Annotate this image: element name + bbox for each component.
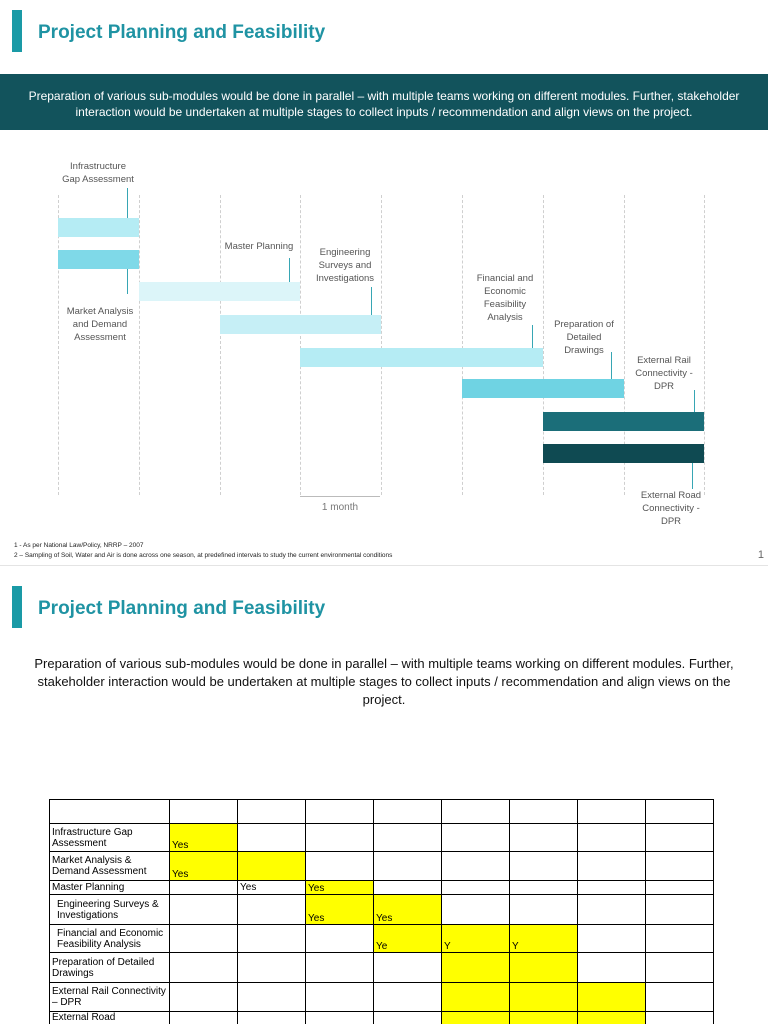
table-cell [306, 925, 374, 953]
table-cell [646, 983, 714, 1012]
table-cell [170, 953, 238, 983]
table-cell: Ye [374, 925, 442, 953]
table-cell [442, 1012, 510, 1024]
table-cell [442, 983, 510, 1012]
table-cell [238, 1012, 306, 1024]
grid-line [139, 195, 140, 495]
table-cell [238, 800, 306, 824]
table-cell [510, 983, 578, 1012]
table-cell: Yes [238, 881, 306, 895]
title-accent-bar [12, 586, 22, 628]
table-cell [646, 925, 714, 953]
table-cell [442, 881, 510, 895]
label-master-planning: Master Planning [224, 241, 294, 252]
table-row [50, 881, 714, 895]
table-row [50, 953, 714, 983]
row-label: Market Analysis & Demand Assessment [50, 852, 170, 881]
label-leader [371, 287, 372, 315]
summary-banner: Preparation of various sub-modules would be done in parallel – with multiple teams working on different modules. Further, stakeholder interaction would be undertaken at multiple stages to collect inputs / recommendation and align views on the project. [0, 74, 768, 130]
bar-master-planning [139, 282, 300, 301]
label-engineering-surveys: Engineering Surveys and Investigations [315, 247, 375, 284]
bar-engineering-surveys [220, 315, 381, 334]
label-road-connectivity: External Road Connectivity - DPR [640, 490, 702, 527]
grid-line [381, 195, 382, 495]
label-leader [694, 390, 695, 412]
table-header-row [50, 800, 714, 824]
row-label: Engineering Surveys & Investigations [50, 895, 170, 925]
bar-detailed-drawings [462, 379, 624, 398]
table-cell [306, 983, 374, 1012]
table-row [50, 925, 714, 953]
slide-2 [0, 575, 768, 1024]
footnote-2: 2 – Sampling of Soil, Water and Air is done across one season, at predefined intervals to study the current environmental conditions [14, 552, 393, 559]
label-detailed-drawings: Preparation of Detailed Drawings [554, 319, 614, 356]
label-rail-connectivity: External Rail Connectivity - DPR [635, 355, 693, 392]
table-cell [578, 881, 646, 895]
footnote-1: 1 - As per National Law/Policy, NRRP – 2007 [14, 542, 144, 549]
grid-line [300, 195, 301, 495]
table-cell [306, 1012, 374, 1024]
table-cell [578, 983, 646, 1012]
table-cell [306, 852, 374, 881]
table-cell [374, 1012, 442, 1024]
table-cell [442, 800, 510, 824]
table-cell [510, 1012, 578, 1024]
table-cell [306, 800, 374, 824]
table-cell [510, 895, 578, 925]
table-cell: Yes [306, 895, 374, 925]
table-row [50, 824, 714, 852]
table-cell [578, 852, 646, 881]
table-cell [238, 852, 306, 881]
bar-rail-connectivity [543, 412, 704, 431]
table-cell [238, 983, 306, 1012]
row-label: Master Planning [50, 881, 170, 895]
slide-title: Project Planning and Feasibility [38, 22, 326, 43]
table-cell [238, 925, 306, 953]
table-cell [646, 953, 714, 983]
table-cell [646, 895, 714, 925]
table-cell: Yes [374, 895, 442, 925]
scale-label: 1 month [321, 502, 359, 513]
table-cell [578, 953, 646, 983]
table-cell [306, 953, 374, 983]
table-cell [238, 895, 306, 925]
label-market-analysis: Market Analysis and Demand Assessment [66, 306, 134, 343]
gantt-chart [0, 140, 768, 530]
table-cell [238, 824, 306, 852]
table-cell [374, 953, 442, 983]
table-cell [646, 824, 714, 852]
label-leader [127, 188, 128, 218]
bar-infrastructure-gap [58, 218, 139, 237]
table-cell [238, 953, 306, 983]
table-cell [170, 895, 238, 925]
table-cell: Yes [170, 852, 238, 881]
label-leader [532, 325, 533, 348]
table-cell [442, 895, 510, 925]
row-label: Preparation of Detailed Drawings [50, 953, 170, 983]
table-cell [374, 983, 442, 1012]
table-cell [578, 925, 646, 953]
table-cell [510, 881, 578, 895]
label-leader [692, 463, 693, 489]
table-cell [170, 925, 238, 953]
table-cell [170, 1012, 238, 1024]
table-cell [170, 881, 238, 895]
intro-paragraph: Preparation of various sub-modules would be done in parallel – with multiple teams working on different modules. Further, stakeholder interaction would be undertaken at multiple stages to collect inputs / recommendation and align views on the project. [34, 656, 734, 707]
table-row [50, 895, 714, 925]
page-number: 1 [757, 549, 764, 561]
title-accent-bar [12, 10, 22, 52]
table-cell: Y [442, 925, 510, 953]
grid-line [462, 195, 463, 495]
table-row [50, 983, 714, 1012]
bar-financial-feasibility [300, 348, 543, 367]
table-cell [306, 824, 374, 852]
label-infrastructure-gap: Infrastructure Gap Assessment [62, 161, 134, 185]
slide-title: Project Planning and Feasibility [38, 598, 326, 619]
table-cell [442, 953, 510, 983]
table-cell [374, 824, 442, 852]
table-cell [170, 800, 238, 824]
table-row [50, 852, 714, 881]
label-financial-feasibility: Financial and Economic Feasibility Analysis [476, 273, 534, 323]
grid-line [58, 195, 59, 495]
scale-line [300, 496, 380, 497]
table-cell [510, 824, 578, 852]
table-cell [578, 1012, 646, 1024]
table-cell [442, 852, 510, 881]
schedule-table [49, 799, 714, 1024]
table-cell [578, 824, 646, 852]
grid-line [704, 195, 705, 495]
table-row [50, 1012, 714, 1024]
table-cell [374, 852, 442, 881]
table-cell [578, 800, 646, 824]
table-cell: Yes [306, 881, 374, 895]
table-cell [170, 983, 238, 1012]
bar-road-connectivity [543, 444, 704, 463]
table-cell [578, 895, 646, 925]
table-cell [442, 824, 510, 852]
bar-market-analysis [58, 250, 139, 269]
row-label: Financial and Economic Feasibility Analysis [50, 925, 170, 953]
table-cell [374, 800, 442, 824]
table-cell [510, 800, 578, 824]
label-leader [127, 269, 128, 294]
row-label: External Road [50, 1012, 170, 1024]
table-cell [646, 800, 714, 824]
table-cell: Yes [170, 824, 238, 852]
table-cell [510, 953, 578, 983]
table-cell [510, 852, 578, 881]
table-cell [374, 881, 442, 895]
table-cell [50, 800, 170, 824]
table-cell [646, 1012, 714, 1024]
table-cell: Y [510, 925, 578, 953]
table-cell [646, 881, 714, 895]
table-cell [646, 852, 714, 881]
label-leader [289, 258, 290, 282]
row-label: External Rail Connectivity – DPR [50, 983, 170, 1012]
row-label: Infrastructure Gap Assessment [50, 824, 170, 852]
